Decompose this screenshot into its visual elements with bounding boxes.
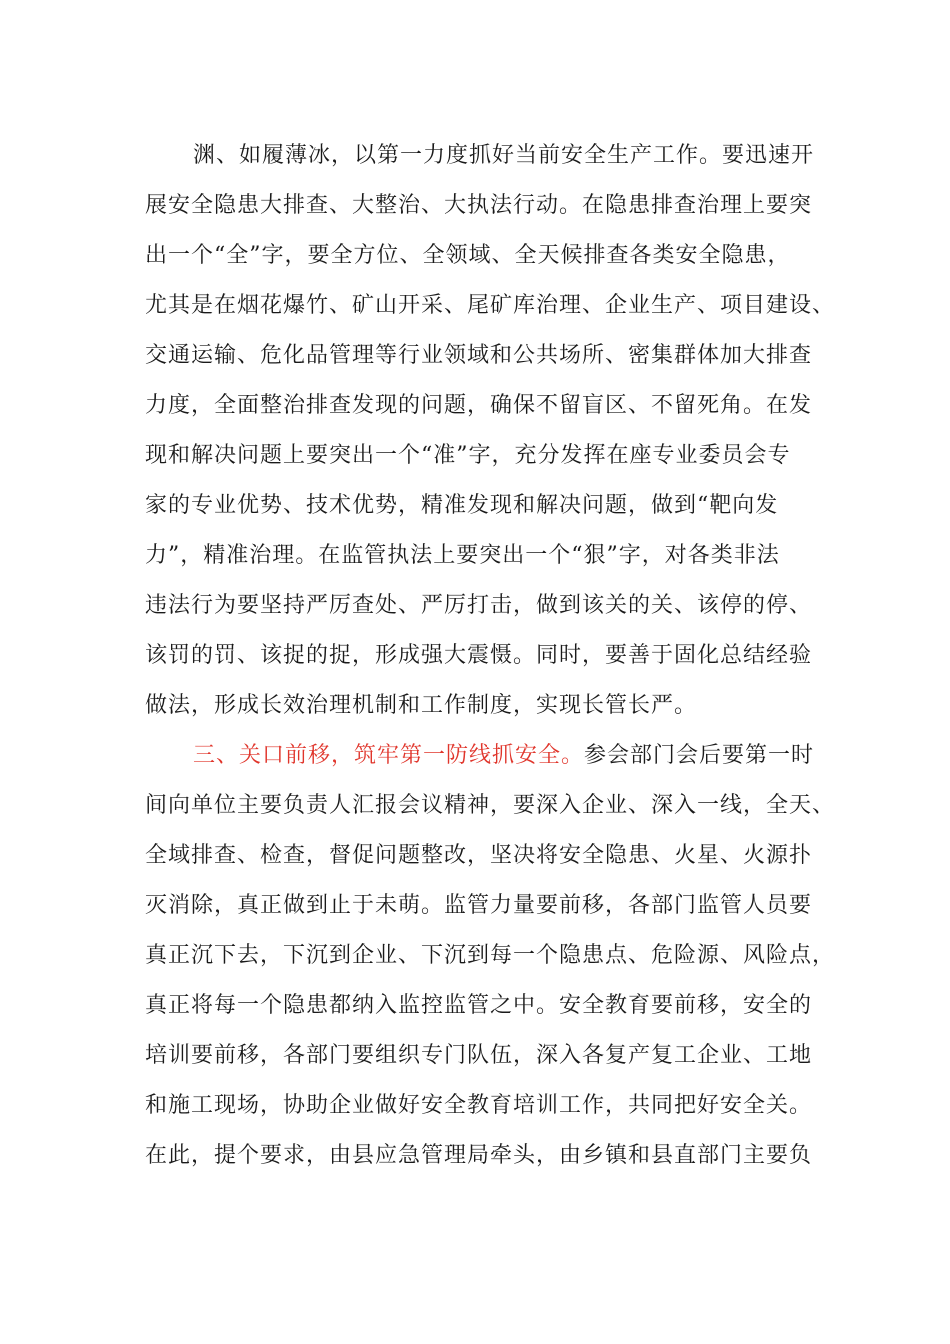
paragraph-1-line-7: 现和解决问题上要突出一个“准”字，充分发挥在座专业委员会专 xyxy=(145,443,791,468)
paragraph-1-line-5: 交通运输、危化品管理等行业领域和公共场所、密集群体加大排查 xyxy=(145,343,813,368)
paragraph-1-line-6: 力度，全面整治排查发现的问题，确保不留盲区、不留死角。在发 xyxy=(145,393,813,418)
section-3-first-line xyxy=(145,731,845,781)
paragraph-1-line-4: 尤其是在烟花爆竹、矿山开采、尾矿库治理、企业生产、项目建设、 xyxy=(145,293,836,318)
paragraph-1-line-3: 出一个“全”字，要全方位、全领域、全天候排查各类安全隐患， xyxy=(145,243,791,268)
paragraph-2-line-2: 全域排查、检查，督促问题整改，坚决将安全隐患、火星、火源扑 xyxy=(145,843,813,868)
paragraph-1-line-11: 该罚的罚、该捉的捉，形成强大震慑。同时，要善于固化总结经验 xyxy=(145,643,813,668)
paragraph-1-line-1: 渊、如履薄冰，以第一力度抓好当前安全生产工作。要迅速开 xyxy=(193,143,815,168)
paragraph-1-line-9: 力”，精准治理。在监管执法上要突出一个“狠”字，对各类非法 xyxy=(145,543,780,568)
paragraph-2-line-3: 灭消除，真正做到止于未萌。监管力量要前移，各部门监管人员要 xyxy=(145,893,813,918)
paragraph-1-line-10: 违法行为要坚持严厉查处、严厉打击，做到该关的关、该停的停、 xyxy=(145,593,813,618)
paragraph-1-line-8: 家的专业优势、技术优势，精准发现和解决问题，做到“靶向发 xyxy=(145,493,779,518)
paragraph-1-line-12: 做法，形成长效治理机制和工作制度，实现长管长严。 xyxy=(145,693,698,718)
paragraph-2-line-6: 培训要前移，各部门要组织专门队伍，深入各复产复工企业、工地 xyxy=(145,1043,813,1068)
paragraph-2-line-5: 真正将每一个隐患都纳入监控监管之中。安全教育要前移，安全的 xyxy=(145,993,813,1018)
document-body xyxy=(145,131,845,1181)
paragraph-2-line-4: 真正沉下去，下沉到企业、下沉到每一个隐患点、危险源、风险点， xyxy=(145,943,836,968)
paragraph-2-line-8: 在此，提个要求，由县应急管理局牵头，由乡镇和县直部门主要负 xyxy=(145,1143,813,1168)
section-3-heading: 三、关口前移，筑牢第一防线抓安全。 xyxy=(193,743,585,768)
paragraph-2-line-1: 间向单位主要负责人汇报会议精神，要深入企业、深入一线，全天、 xyxy=(145,793,836,818)
paragraph-2-line-7: 和施工现场，协助企业做好安全教育培训工作，共同把好安全关。 xyxy=(145,1093,813,1118)
section-3-first-line-text: 参会部门会后要第一时 xyxy=(584,743,815,768)
paragraph-1-line-2: 展安全隐患大排查、大整治、大执法行动。在隐患排查治理上要突 xyxy=(145,193,813,218)
